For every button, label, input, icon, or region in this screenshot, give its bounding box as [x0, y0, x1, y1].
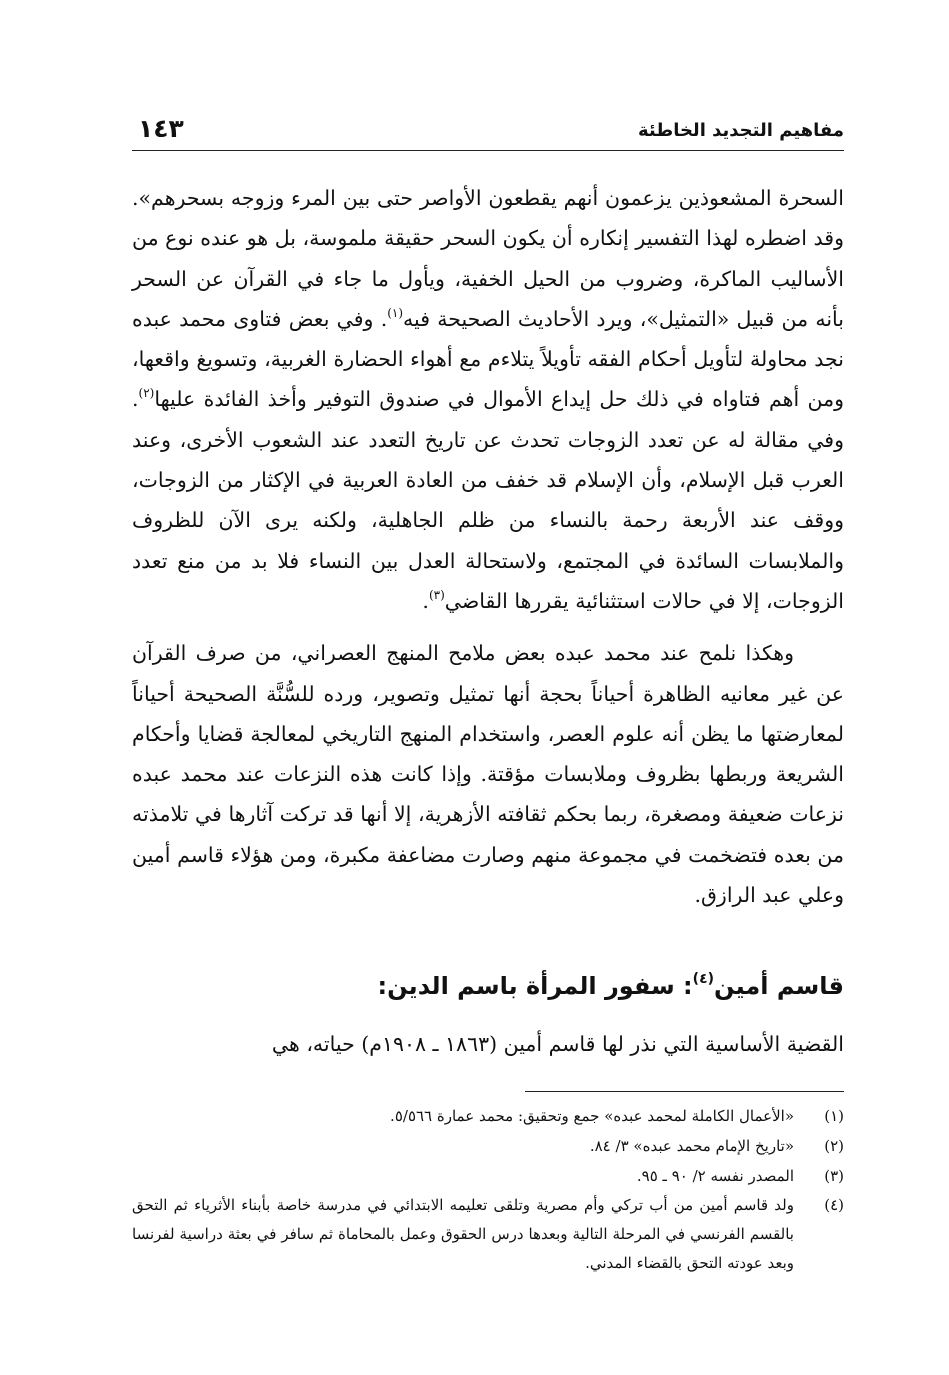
footnote-3 [132, 1161, 844, 1191]
footnote-number: (٣) [824, 1167, 844, 1185]
footnotes [132, 1101, 844, 1278]
paragraph-2: وهكذا نلمح عند محمد عبده بعض ملامح المنهج العصراني، من صرف القرآن عن غير معانيه الظاهرة أحياناً بحجة أنها تمثيل وتصوير، ورده للسُّنَّة الصحيحة أحياناً لمعارضتها ما يظن أنه علوم العصر، واستخدام المنهج التاريخي لمعالجة قضايا وأحكام الشريعة وربطها بظروف وملابسات مؤقتة. وإذا كانت هذه النزعات عند محمد عبده نزعات ضعيفة ومصغرة، ربما بحكم ثقافته الأزهرية، إلا أنها قد تركت آثارها في تلامذته من بعده فتضخمت في مجموعة منهم وصارت مضاعفة مكبرة، ومن هؤلاء قاسم أمين وعلي عبد الرازق. [132, 641, 844, 908]
footnote-2 [132, 1131, 844, 1161]
paragraph-1-part-2: . وفي بعض فتاوى محمد عبده نجد محاولة لتأويل أحكام الفقه تأويلاً يتلاءم مع أهواء الحضارة الغربية، وتسويغ واقعها، ومن أهم فتاواه في ذلك حل إيداع الأموال في صندوق التوفير وأخذ الفائدة عليها [132, 306, 844, 412]
paragraph-1-part-1: السحرة المشعوذين يزعمون أنهم يقطعون الأواصر حتى بين المرء وزوجه بسحرهم». وقد اضطره لهذا التفسير إنكاره أن يكون السحر حقيقة ملموسة، بل هو عنده نوع من الأساليب الماكرة، وضروب من الحيل الخفية، ويأول ما جاء في القرآن عن السحر بأنه من قبيل «التمثيل»، ويرد الأحاديث الصحيحة فيه [132, 186, 844, 331]
paragraph-1-part-3: . وفي مقالة له عن تعدد الزوجات تحدث عن تاريخ التعدد عند الشعوب الأخرى، وعند العرب قبل الإسلام، وأن الإسلام قد خفف من العادة العربية في الإكثار من الزوجات، ووقف عند الأربعة رحمة بالنساء من ظلم الجاهلية، ولكنه يرى الآن للظروف والملابسات السائدة في المجتمع، ولاستحالة العدل بين النساء فلا بد من منع تعدد الزوجات، إلا في حالات استثنائية يقررها القاضي [132, 387, 844, 613]
footnote-ref-2: (٢) [138, 386, 155, 401]
footnote-text: ولد قاسم أمين من أب تركي وأم مصرية وتلقى تعليمه الابتدائي في مدرسة خاصة بأبناء الأثرياء ثم التحق بالقسم الفرنسي في المرحلة التالية وبعدها درس الحقوق وعمل بالمحاماة ثم سافر في بعثة دراسية لفرنسا وبعد عودته التحق بالقضاء المدني. [132, 1196, 794, 1272]
footnote-text: «تاريخ الإمام محمد عبده» ٣/ ٨٤. [589, 1137, 794, 1155]
section-heading-name: قاسم أمين [714, 972, 844, 1000]
running-title: مفاهيم التجديد الخاطئة [637, 120, 844, 141]
footnote-number: (١) [824, 1107, 844, 1125]
footnote-4 [132, 1191, 844, 1278]
section-heading-rest: : سفور المرأة باسم الدين: [377, 972, 693, 1000]
section-heading [132, 964, 844, 1008]
footnote-ref-4: (٤) [692, 971, 715, 987]
footnote-text: المصدر نفسه ٢/ ٩٠ ـ ٩٥. [636, 1167, 794, 1185]
footnote-ref-1: (١) [387, 305, 404, 320]
page-header [132, 112, 844, 146]
main-text [132, 178, 844, 915]
section-continuation-text: القضية الأساسية التي نذر لها قاسم أمين (١٨٦٣ ـ ١٩٠٨م) حياته، هي [271, 1032, 844, 1056]
paragraph-1-part-4: . [422, 588, 429, 613]
footnote-number: (٢) [824, 1137, 844, 1155]
footnote-separator [525, 1091, 844, 1092]
footnote-ref-3: (٣) [428, 587, 445, 602]
footnote-number: (٤) [824, 1196, 844, 1214]
header-rule [132, 150, 844, 151]
page-number: ١٤٣ [138, 114, 184, 143]
paragraph-1 [132, 178, 844, 621]
footnote-text: «الأعمال الكاملة لمحمد عبده» جمع وتحقيق: محمد عمارة ٥/٥٦٦. [390, 1107, 794, 1125]
footnote-1 [132, 1101, 844, 1131]
